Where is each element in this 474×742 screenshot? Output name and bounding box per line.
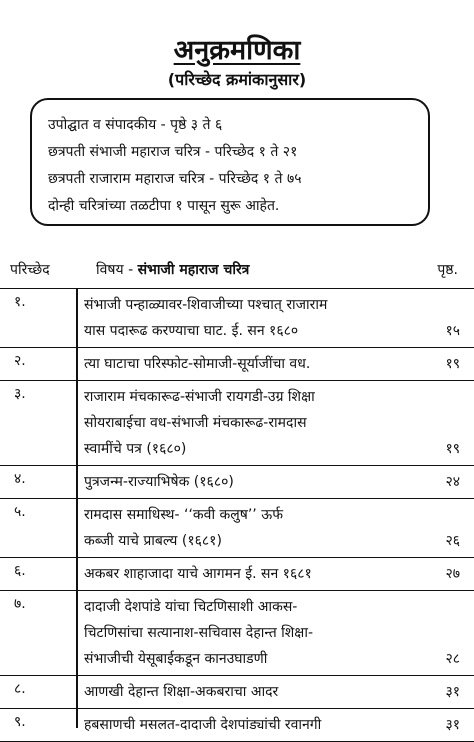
entry-number: २. xyxy=(14,353,26,369)
subject-prefix: विषय - xyxy=(96,262,134,278)
entry-text: हबसाणची मसलत-दादाजी देशपांड्यांची रवानगी xyxy=(84,717,322,733)
entry-text: दादाजी देशपांडे यांचा चिटणिसाशी आकस- xyxy=(84,599,298,615)
column-header-subject xyxy=(96,260,249,279)
table-row xyxy=(0,380,474,465)
entry-text: अकबर शाहाजादा याचे आगमन ई. सन १६८१ xyxy=(84,566,312,582)
table-row xyxy=(0,557,474,590)
note-line: दोन्ही चरित्रांच्या तळटीपा १ पासून सुरू आहेत. xyxy=(48,198,280,214)
entry-page: २८ xyxy=(445,651,460,667)
table-row xyxy=(0,708,474,742)
entry-text: चिटणिसांचा सत्यानाश-सचिवास देहान्त शिक्षा- xyxy=(84,625,314,641)
entry-text: स्वामींचे पत्र (१६८०) xyxy=(84,441,187,457)
entry-number: ६. xyxy=(14,563,26,579)
table-row xyxy=(0,288,474,347)
entry-page: ३१ xyxy=(445,717,460,733)
entry-text: रामदास समाधिस्थ- ‘‘कवी कलुष’’ ऊर्फ xyxy=(84,507,283,523)
entry-page: ३१ xyxy=(445,684,460,700)
entry-page: १५ xyxy=(445,323,460,339)
notes-box xyxy=(30,98,430,226)
entry-text: त्या घाटाचा परिस्फोट-सोमाजी-सूर्याजींचा वध. xyxy=(84,356,311,372)
entry-text: संभाजीची येसूबाईकडून कानउघाडणी xyxy=(84,651,268,667)
entry-number: ३. xyxy=(14,386,26,402)
entry-text: कब्जी याचे प्राबल्य (१६८१) xyxy=(84,533,222,549)
entry-page: १९ xyxy=(445,356,460,372)
entry-number: ८. xyxy=(14,681,26,697)
entry-page: २७ xyxy=(445,566,460,582)
note-line: छत्रपती राजाराम महाराज चरित्र - परिच्छेद १ ते ७५ xyxy=(48,171,302,187)
entry-page: १९ xyxy=(445,441,460,457)
entry-text: सोयराबाईचा वध-संभाजी मंचकारूढ-रामदास xyxy=(84,415,307,431)
toc-table xyxy=(0,288,474,742)
note-line: छत्रपती संभाजी महाराज चरित्र - परिच्छेद १ ते २१ xyxy=(48,144,298,160)
table-row xyxy=(0,347,474,380)
table-row xyxy=(0,498,474,557)
entry-text: पुत्रजन्म-राज्याभिषेक (१६८०) xyxy=(84,474,234,490)
page-title: अनुक्रमणिका xyxy=(173,35,301,66)
entry-number: ४. xyxy=(14,471,26,487)
entry-number: १. xyxy=(14,294,26,310)
note-line: उपोद्घात व संपादकीय - पृष्ठे ३ ते ६ xyxy=(48,117,223,133)
table-row xyxy=(0,590,474,675)
table-row xyxy=(0,675,474,708)
entry-number: ९. xyxy=(14,714,26,730)
entry-text: यास पदारूढ करण्याचा घाट. ई. सन १६८० xyxy=(84,323,299,339)
entry-text: राजाराम मंचकारूढ-संभाजी रायगडी-उग्र शिक्षा xyxy=(84,389,315,405)
entry-page: २६ xyxy=(445,533,460,549)
table-row xyxy=(0,465,474,498)
entry-text: संभाजी पन्हाळ्यावर-शिवाजीच्या पश्चात् राजाराम xyxy=(84,297,328,313)
column-header-page: पृष्ठ. xyxy=(437,262,458,278)
entry-text: आणखी देहान्त शिक्षा-अकबराचा आदर xyxy=(84,684,279,700)
column-header-number: परिच्छेद xyxy=(10,262,50,278)
entry-page: २४ xyxy=(445,474,460,490)
subject-title: संभाजी महाराज चरित्र xyxy=(137,262,250,278)
entry-number: ५. xyxy=(14,504,26,520)
entry-number: ७. xyxy=(14,596,26,612)
page-subtitle: (परिच्छेद क्रमांकानुसार) xyxy=(167,70,307,89)
table-header xyxy=(0,260,474,284)
